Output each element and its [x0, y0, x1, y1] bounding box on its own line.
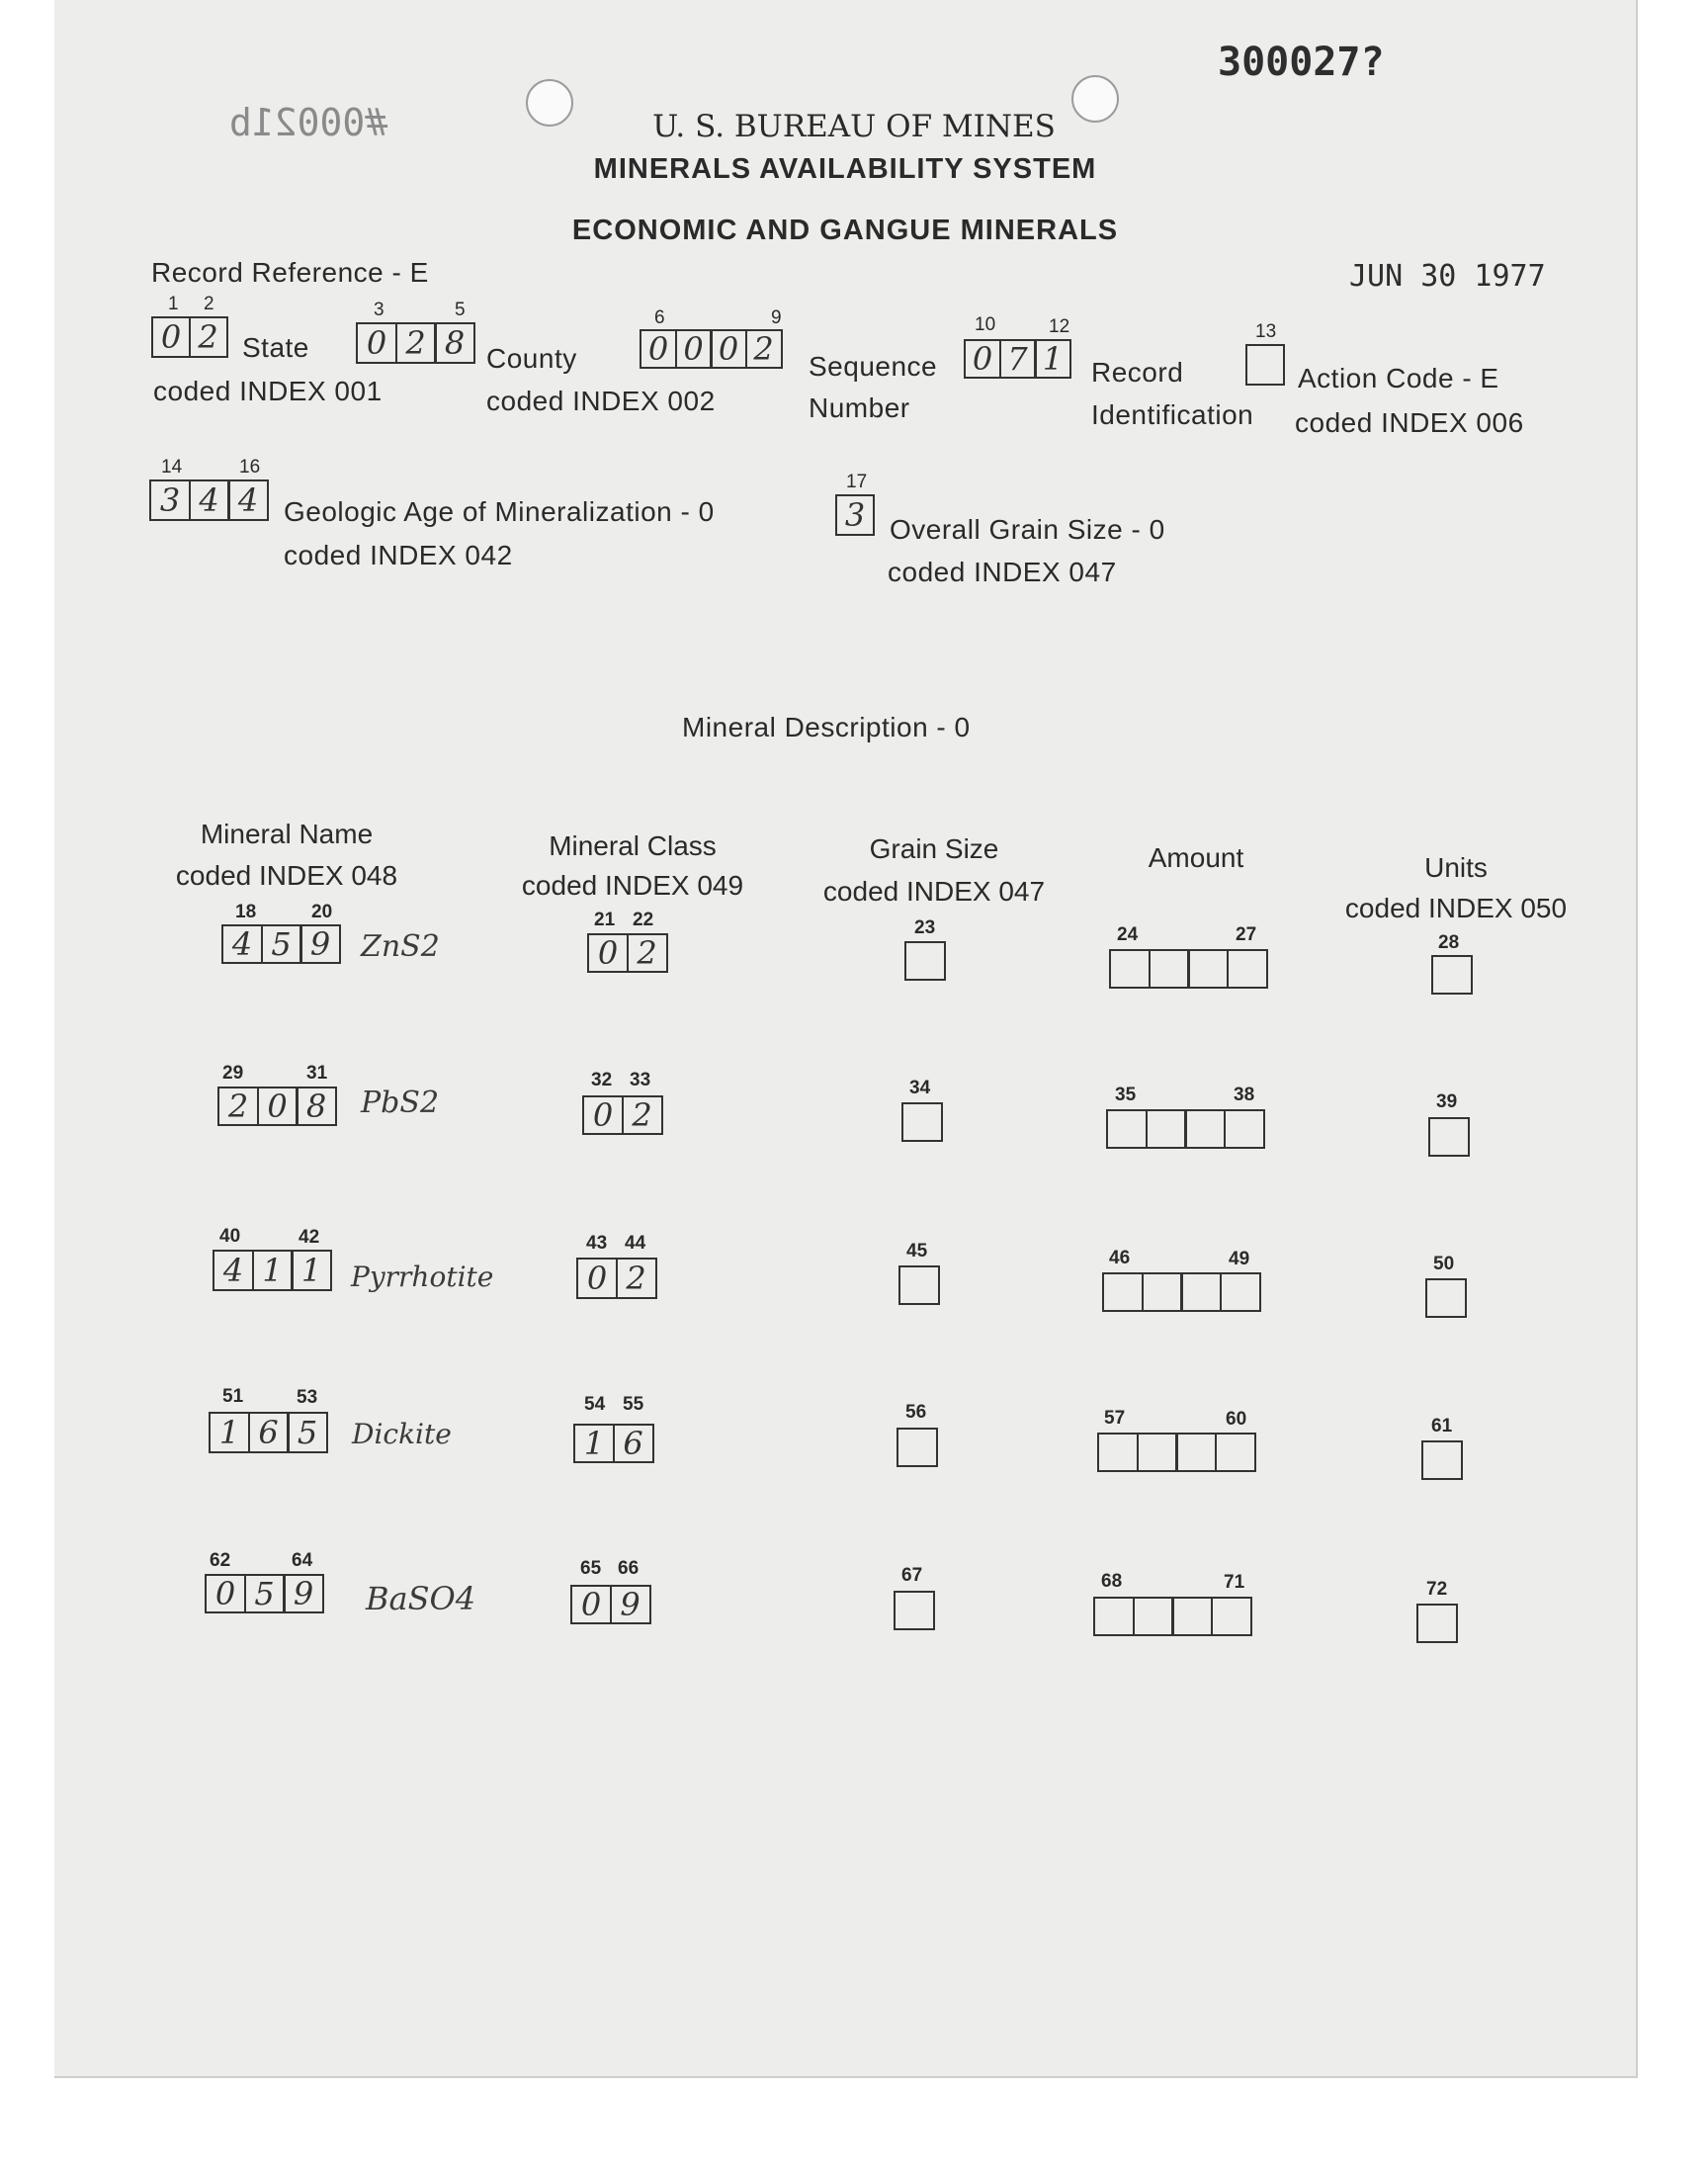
code-box[interactable]: 1: [291, 1250, 332, 1291]
code-box[interactable]: [1109, 949, 1151, 989]
grain-size-code[interactable]: [898, 1265, 940, 1305]
col-num: 68: [1101, 1571, 1123, 1592]
col-num: 20: [311, 902, 333, 922]
code-box[interactable]: 6: [248, 1412, 290, 1453]
code-box[interactable]: 3: [835, 494, 875, 536]
record-id-label-2: Identification: [1091, 399, 1254, 430]
code-box[interactable]: 0: [576, 1258, 618, 1299]
code-box[interactable]: 0: [587, 933, 629, 973]
col-num: 18: [235, 902, 257, 922]
code-box[interactable]: 0: [710, 329, 747, 369]
overall-grain-size-box[interactable]: [835, 494, 875, 536]
code-box[interactable]: [1180, 1272, 1222, 1312]
action-code-box[interactable]: [1245, 344, 1285, 386]
code-box[interactable]: [901, 1102, 943, 1142]
code-box[interactable]: [1187, 949, 1229, 989]
mineral-name-code[interactable]: [221, 924, 341, 964]
mineral-class-code[interactable]: [582, 1095, 663, 1135]
code-box[interactable]: [1421, 1440, 1463, 1480]
code-box[interactable]: [1245, 344, 1285, 386]
code-box[interactable]: [1416, 1604, 1458, 1643]
code-box[interactable]: [1431, 955, 1473, 995]
code-box[interactable]: 1: [209, 1412, 250, 1453]
code-box[interactable]: [898, 1265, 940, 1305]
col-num: 6: [654, 307, 665, 328]
mineral-name-code[interactable]: [217, 1087, 337, 1126]
code-box[interactable]: 5: [287, 1412, 328, 1453]
grain-size-label: Overall Grain Size - 0: [890, 514, 1165, 545]
code-box[interactable]: [1106, 1109, 1148, 1149]
code-box[interactable]: 2: [189, 316, 228, 358]
state-label: State: [242, 332, 309, 363]
code-box[interactable]: [904, 941, 946, 981]
code-box[interactable]: 8: [296, 1087, 337, 1126]
col-num: 39: [1436, 1091, 1458, 1112]
col-num: 44: [625, 1233, 646, 1254]
code-box[interactable]: 5: [261, 924, 302, 964]
col-num: 42: [299, 1227, 320, 1248]
col-num: 10: [975, 314, 996, 335]
code-box[interactable]: 2: [745, 329, 783, 369]
col-num: 51: [222, 1386, 244, 1407]
mineral-class-code[interactable]: [573, 1424, 654, 1463]
col-header-amount: Amount: [1148, 842, 1244, 873]
code-box[interactable]: 4: [189, 479, 230, 521]
col-num: 66: [618, 1558, 640, 1579]
col-num: 49: [1229, 1249, 1250, 1269]
col-num: 23: [914, 917, 936, 938]
amount-code[interactable]: [1097, 1433, 1256, 1472]
code-box[interactable]: [1175, 1433, 1217, 1472]
code-box[interactable]: 9: [610, 1585, 651, 1624]
state-code-boxes[interactable]: [151, 316, 228, 358]
col-num: 64: [292, 1550, 313, 1571]
code-box[interactable]: [1097, 1433, 1139, 1472]
mineral-class-code[interactable]: [587, 933, 668, 973]
col-num: 43: [586, 1233, 608, 1254]
state-coded: coded INDEX 001: [153, 376, 383, 406]
code-box[interactable]: 1: [1034, 339, 1071, 379]
col-num: 17: [846, 472, 868, 492]
col-num: 32: [591, 1070, 613, 1090]
county-code-boxes[interactable]: [356, 322, 475, 364]
grain-size-coded: coded INDEX 047: [888, 557, 1117, 587]
col-header-mineral-class-coded: coded INDEX 049: [521, 870, 744, 901]
mineral-name-code[interactable]: [209, 1412, 328, 1453]
code-box[interactable]: 9: [299, 924, 341, 964]
col-num: 13: [1255, 321, 1277, 342]
col-num: 65: [580, 1558, 602, 1579]
code-box[interactable]: [1215, 1433, 1256, 1472]
mineral-name-code[interactable]: [213, 1250, 332, 1291]
col-num: 72: [1426, 1579, 1448, 1600]
col-header-units: Units: [1424, 852, 1488, 883]
col-num: 54: [584, 1394, 606, 1415]
col-num: 62: [210, 1550, 231, 1571]
code-box[interactable]: [897, 1428, 938, 1467]
col-num: 9: [771, 307, 782, 328]
code-box[interactable]: 2: [217, 1087, 259, 1126]
col-num: 1: [168, 294, 179, 314]
col-num: 24: [1117, 924, 1139, 945]
col-num: 21: [594, 910, 616, 930]
county-coded: coded INDEX 002: [486, 386, 716, 416]
col-num: 56: [905, 1402, 927, 1423]
form-title: ECONOMIC AND GANGUE MINERALS: [571, 215, 1119, 246]
col-num: 71: [1224, 1572, 1245, 1593]
grain-size-code[interactable]: [901, 1102, 943, 1142]
code-box[interactable]: 2: [627, 933, 668, 973]
code-box[interactable]: [1149, 949, 1190, 989]
action-code-coded: coded INDEX 006: [1295, 407, 1524, 438]
amount-code[interactable]: [1093, 1597, 1252, 1636]
code-box[interactable]: [1137, 1433, 1178, 1472]
code-box[interactable]: 0: [570, 1585, 612, 1624]
code-box[interactable]: 2: [395, 322, 437, 364]
code-box[interactable]: [1171, 1597, 1213, 1636]
system-title: MINERALS AVAILABILITY SYSTEM: [593, 153, 1097, 185]
geologic-age-boxes[interactable]: [149, 479, 269, 521]
form-sheet: [54, 0, 1638, 2078]
code-box[interactable]: 2: [622, 1095, 663, 1135]
code-box[interactable]: 9: [283, 1574, 324, 1613]
record-reference: Record Reference - E: [151, 257, 429, 288]
col-num: 38: [1234, 1085, 1255, 1105]
col-num: 5: [455, 300, 466, 320]
col-num: 53: [297, 1387, 318, 1408]
code-box[interactable]: 8: [434, 322, 475, 364]
col-num: 27: [1236, 924, 1257, 945]
code-box[interactable]: 0: [356, 322, 397, 364]
col-header-units-coded: coded INDEX 050: [1344, 893, 1568, 923]
agency-title: U. S. BUREAU OF MINES: [652, 109, 1056, 144]
handwritten-mineral-note: BaSO4: [366, 1580, 476, 1617]
col-num: 57: [1104, 1408, 1126, 1429]
col-num: 55: [623, 1394, 644, 1415]
code-box[interactable]: 0: [964, 339, 1001, 379]
col-header-grain-size-coded: coded INDEX 047: [822, 876, 1046, 907]
code-box[interactable]: [1184, 1109, 1226, 1149]
units-code[interactable]: [1425, 1278, 1467, 1318]
amount-code[interactable]: [1102, 1272, 1261, 1312]
units-code[interactable]: [1421, 1440, 1463, 1480]
mineral-class-code[interactable]: [576, 1258, 657, 1299]
handwritten-mineral-note: PbS2: [361, 1086, 440, 1120]
mineral-section-title: Mineral Description - 0: [682, 712, 971, 742]
col-header-mineral-name-coded: coded INDEX 048: [175, 860, 398, 891]
col-num: 14: [161, 457, 183, 478]
record-id-label: Record: [1091, 357, 1184, 388]
col-num: 22: [633, 910, 654, 930]
col-num: 3: [374, 300, 384, 320]
units-code[interactable]: [1416, 1604, 1458, 1643]
code-box[interactable]: [1428, 1117, 1470, 1157]
code-box[interactable]: 0: [257, 1087, 299, 1126]
amount-code[interactable]: [1109, 949, 1268, 989]
col-num: 33: [630, 1070, 651, 1090]
mirrored-stamp: #00021b: [229, 101, 388, 144]
handwritten-mineral-note: Pyrrhotite: [351, 1261, 494, 1293]
col-header-mineral-class: Mineral Class: [549, 830, 717, 861]
code-box[interactable]: [1220, 1272, 1261, 1312]
record-id-boxes[interactable]: [964, 339, 1071, 379]
col-num: 34: [909, 1078, 931, 1098]
code-box[interactable]: 0: [675, 329, 713, 369]
date-stamp: JUN 30 1977: [1349, 259, 1546, 294]
code-box[interactable]: [1142, 1272, 1183, 1312]
sequence-code-boxes[interactable]: [640, 329, 783, 369]
grain-size-code[interactable]: [897, 1428, 938, 1467]
col-num: 40: [219, 1226, 241, 1247]
col-num: 45: [906, 1241, 928, 1262]
code-box[interactable]: [1133, 1597, 1174, 1636]
code-box[interactable]: 4: [221, 924, 263, 964]
sequence-label-2: Number: [809, 392, 910, 423]
code-box[interactable]: 2: [616, 1258, 657, 1299]
col-num: 50: [1433, 1254, 1455, 1274]
code-box[interactable]: [894, 1591, 935, 1630]
col-num: 16: [239, 457, 261, 478]
units-code[interactable]: [1428, 1117, 1470, 1157]
code-box[interactable]: 0: [582, 1095, 624, 1135]
code-box[interactable]: 4: [227, 479, 269, 521]
col-num: 2: [204, 294, 214, 314]
amount-code[interactable]: [1106, 1109, 1265, 1149]
grain-size-code[interactable]: [894, 1591, 935, 1630]
col-num: 29: [222, 1063, 244, 1084]
col-num: 46: [1109, 1248, 1131, 1268]
col-num: 61: [1431, 1416, 1453, 1436]
geologic-age-label: Geologic Age of Mineralization - 0: [284, 496, 715, 527]
code-box[interactable]: [1146, 1109, 1187, 1149]
col-num: 12: [1049, 316, 1070, 337]
units-code[interactable]: [1431, 955, 1473, 995]
county-label: County: [486, 343, 577, 374]
col-header-mineral-name: Mineral Name: [200, 819, 374, 849]
code-box[interactable]: 0: [640, 329, 677, 369]
code-box[interactable]: 5: [244, 1574, 286, 1613]
col-num: 35: [1115, 1085, 1137, 1105]
geologic-age-coded: coded INDEX 042: [284, 540, 513, 570]
code-box[interactable]: [1224, 1109, 1265, 1149]
code-box[interactable]: [1093, 1597, 1135, 1636]
code-box[interactable]: [1211, 1597, 1252, 1636]
grain-size-code[interactable]: [904, 941, 946, 981]
code-box[interactable]: 1: [252, 1250, 294, 1291]
col-num: 31: [306, 1063, 328, 1084]
col-num: 28: [1438, 932, 1460, 953]
code-box[interactable]: [1102, 1272, 1144, 1312]
action-code-label: Action Code - E: [1298, 363, 1499, 393]
code-box[interactable]: 4: [213, 1250, 254, 1291]
code-box[interactable]: 6: [613, 1424, 654, 1463]
col-num: 60: [1226, 1409, 1247, 1430]
code-box[interactable]: 0: [151, 316, 191, 358]
col-num: 67: [901, 1565, 923, 1586]
mineral-name-code[interactable]: [205, 1574, 324, 1613]
handwritten-mineral-note: ZnS2: [361, 929, 440, 964]
code-box[interactable]: [1227, 949, 1268, 989]
code-box[interactable]: 0: [205, 1574, 246, 1613]
code-box[interactable]: [1425, 1278, 1467, 1318]
code-box[interactable]: 3: [149, 479, 191, 521]
document-number-stamp: 300027?: [1218, 40, 1385, 85]
handwritten-mineral-note: Dickite: [352, 1418, 452, 1450]
code-box[interactable]: 7: [999, 339, 1037, 379]
code-box[interactable]: 1: [573, 1424, 615, 1463]
mineral-class-code[interactable]: [570, 1585, 651, 1624]
sequence-label: Sequence: [809, 351, 938, 382]
col-header-grain-size: Grain Size: [869, 833, 999, 864]
